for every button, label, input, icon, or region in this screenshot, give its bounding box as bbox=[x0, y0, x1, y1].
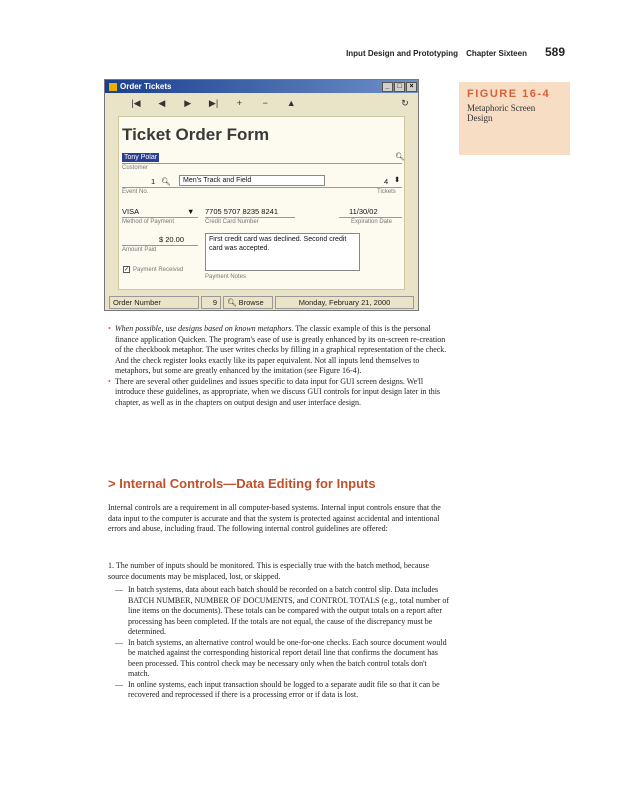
dash-marker: — bbox=[115, 679, 123, 689]
minimize-icon: _ bbox=[382, 82, 393, 92]
previous-record-icon: ◀ bbox=[158, 97, 166, 108]
order-tickets-window bbox=[104, 79, 419, 311]
card-number-value: 7705 5707 8235 8241 bbox=[205, 207, 278, 216]
payment-method-label: Method of Payment bbox=[122, 219, 175, 225]
dash-item bbox=[115, 679, 450, 701]
bullet-dot: • bbox=[108, 324, 111, 333]
dropdown-arrow-icon: ▼ bbox=[187, 207, 195, 216]
event-label: Event No. bbox=[122, 189, 149, 195]
customer-underline bbox=[122, 163, 402, 164]
method-underline bbox=[122, 217, 198, 218]
payment-received-label: Payment Received bbox=[133, 267, 184, 273]
card-underline bbox=[205, 217, 295, 218]
bullet-item bbox=[108, 376, 450, 409]
amount-paid-value: $ 20.00 bbox=[159, 235, 185, 244]
browse-search-icon: 🔍︎ bbox=[227, 298, 237, 307]
payment-notes-field: First credit card was declined. Second credit card was accepted. bbox=[205, 233, 360, 271]
last-record-icon: ▶| bbox=[208, 97, 219, 108]
amount-underline bbox=[122, 245, 198, 246]
dash-marker: — bbox=[115, 585, 123, 594]
first-record-icon: |◀ bbox=[131, 97, 141, 108]
running-title: Input Design and Prototyping bbox=[346, 49, 459, 58]
dash-text: In batch systems, an alternative control would be one-for-one checks. Each source document would be matched against the corresponding historical report detail line that confirms the document has been processed. This control check may be necessary only when the batch control totals don't match. bbox=[128, 637, 447, 678]
bullet-lead: When possible, use designs based on known metaphors. bbox=[115, 324, 294, 333]
figure-caption-box bbox=[459, 82, 570, 155]
tickets-label: Tickets bbox=[377, 189, 396, 195]
customer-field: Tony Polar bbox=[124, 154, 158, 161]
next-record-icon: ▶ bbox=[184, 97, 192, 108]
status-order-label: Order Number bbox=[109, 296, 199, 309]
card-number-label: Credit Card Number bbox=[205, 219, 259, 225]
control-dash-list bbox=[115, 585, 450, 701]
expiration-label: Expiration Date bbox=[351, 219, 393, 225]
spinner-icon: ⬍ bbox=[394, 175, 401, 184]
form-title: Ticket Order Form bbox=[122, 125, 270, 144]
window-title: Order Tickets bbox=[120, 82, 172, 91]
event-qty: 1 bbox=[151, 177, 156, 186]
delete-record-icon: − bbox=[262, 98, 268, 108]
dash-text: In online systems, each input transaction should be logged to a separate audit file so that it can be recovered and reprocessed if there is a processing error or if data is lost. bbox=[128, 679, 440, 699]
event-name-field: Men's Track and Field bbox=[179, 175, 325, 186]
status-order-value: 9 bbox=[201, 296, 221, 309]
figure-number: FIGURE 16-4 bbox=[467, 88, 551, 100]
dash-text: In batch systems, data about each batch should be recorded on a batch control slip. Data includes BATCH NUMBER, NUMBER OF DOCUMENTS, and CONTROL TOTALS (e.g., total number of line items on the documents). These totals can be compared with the output totals on a report after processing has been completed. If the totals are not equal, the cause of the discrepancy must be determined. bbox=[128, 585, 449, 636]
dash-item bbox=[115, 585, 450, 638]
numbered-item-1: 1. The number of inputs should be monitored. This is especially true with the batch method, because source documents may be misplaced, lost, or skipped. bbox=[108, 561, 430, 581]
status-date: Monday, February 21, 2000 bbox=[275, 296, 414, 309]
bullet-text: The classic example of this is the personal finance application Quicken. The program's ease of use is greatly enhanced by its on-screen re-creation of the checkbook metaphor. The user writes checks by filling in a graphical representation of the check. And the check register looks exactly like its paper equivalent. Not all inputs lend themselves to metaphors, but some are greatly enhanced by the imitation (see Figure 16-4). bbox=[115, 324, 447, 375]
tickets-value: 4 bbox=[384, 177, 389, 186]
bullet-text: There are several other guidelines and issues specific to data input for GUI screen designs. We'll introduce these guidelines, as appropriate, when we discuss GUI controls for input design later in this chapter, as well as in the chapters on output design and user interface design. bbox=[115, 376, 441, 407]
bullet-dot: • bbox=[108, 376, 111, 386]
status-browse bbox=[223, 296, 273, 309]
window-titlebar bbox=[105, 80, 418, 93]
refresh-icon: ↻ bbox=[401, 97, 409, 108]
dash-marker: — bbox=[115, 637, 123, 647]
section-heading: > Internal Controls—Data Editing for Inputs bbox=[108, 476, 376, 491]
event-search-icon: 🔍︎ bbox=[161, 177, 171, 186]
customer-label: Customer bbox=[122, 165, 149, 171]
amount-label: Amount Paid bbox=[122, 247, 157, 253]
status-browse-label: Browse bbox=[238, 298, 264, 307]
up-icon: ▲ bbox=[286, 98, 296, 108]
close-icon: × bbox=[406, 82, 417, 92]
add-record-icon: + bbox=[236, 98, 243, 108]
payment-notes-label: Payment Notes bbox=[205, 274, 247, 280]
record-toolbar bbox=[105, 93, 418, 113]
chapter-label: Chapter Sixteen bbox=[466, 49, 527, 58]
payment-method-value: VISA bbox=[122, 207, 140, 216]
customer-search-icon: 🔍︎ bbox=[395, 152, 405, 161]
figure-caption: Metaphoric Screen Design bbox=[467, 103, 536, 123]
expiration-underline bbox=[339, 217, 402, 218]
dash-item bbox=[115, 637, 450, 680]
status-bar bbox=[109, 296, 414, 309]
bullet-item bbox=[108, 324, 450, 377]
intro-paragraph: Internal controls are a requirement in all computer-based systems. Internal input controls ensure that the data input to the computer is accurate and that the system is protected against accidental and intentional errors and abuse, including fraud. The following internal control guidelines are offered: bbox=[108, 503, 441, 533]
event-underline bbox=[122, 187, 402, 188]
page-number: 589 bbox=[544, 45, 565, 59]
guideline-bullets bbox=[108, 324, 450, 408]
payment-received-checkbox: ✓ bbox=[124, 267, 130, 273]
app-icon bbox=[109, 83, 117, 91]
ticket-order-form bbox=[118, 116, 405, 290]
expiration-value: 11/30/02 bbox=[349, 207, 378, 216]
maximize-icon: □ bbox=[394, 82, 405, 92]
running-header bbox=[346, 45, 565, 59]
